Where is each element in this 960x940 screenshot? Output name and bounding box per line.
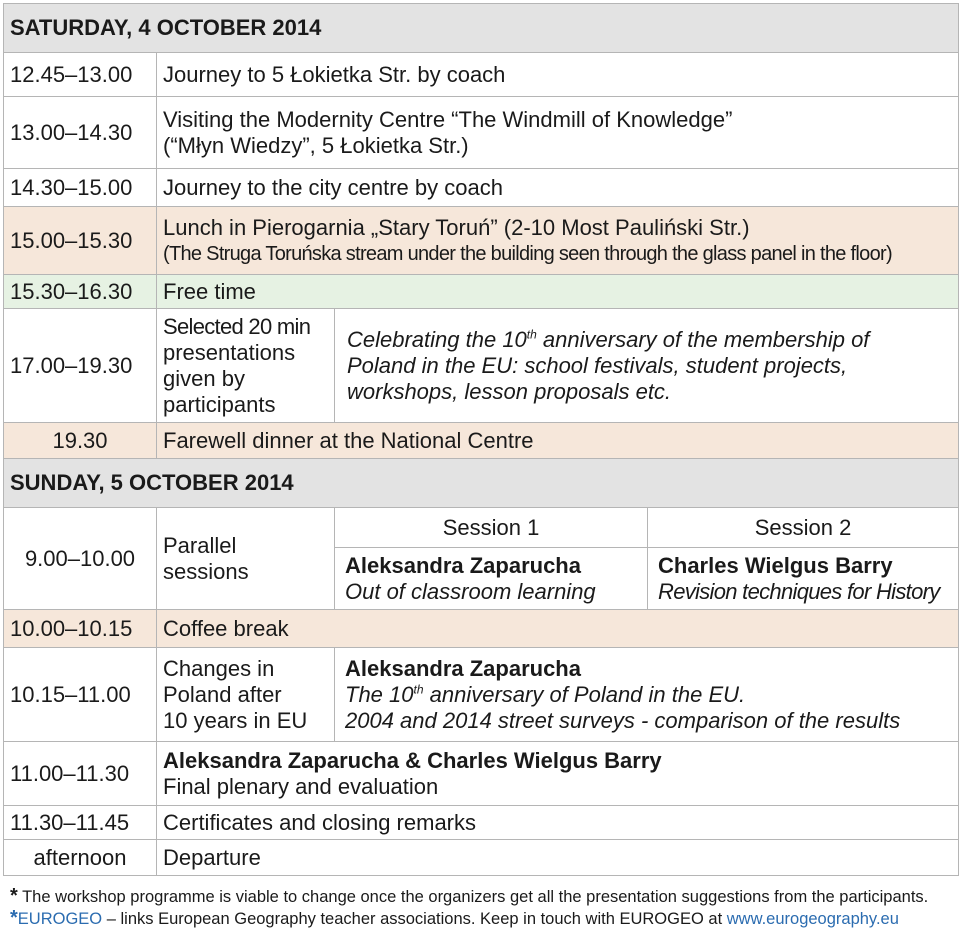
row-time: afternoon	[4, 840, 157, 876]
changes-details	[335, 648, 959, 742]
presentations-description	[335, 309, 959, 423]
saturday-heading-row	[4, 4, 959, 53]
row-time: 14.30–15.00	[4, 169, 157, 207]
schedule-row-presentations	[4, 309, 959, 423]
parallel-label	[157, 508, 335, 610]
plenary-speakers: Aleksandra Zaparucha & Charles Wielgus Barry	[163, 747, 662, 773]
session1-details	[335, 548, 648, 610]
row-text	[157, 207, 959, 275]
row-time: 10.15–11.00	[4, 648, 157, 742]
label-line: given by	[163, 365, 245, 391]
session2-details	[648, 548, 959, 610]
row-time: 12.45–13.00	[4, 53, 157, 97]
desc-line: Poland in the EU: school festivals, student projects,	[347, 352, 848, 378]
saturday-heading: SATURDAY, 4 OCTOBER 2014	[4, 4, 959, 53]
row-time: 19.30	[4, 423, 157, 459]
changes-label	[157, 648, 335, 742]
footnotes	[10, 886, 955, 930]
desc-line: workshops, lesson proposals etc.	[347, 378, 672, 404]
session1-topic: Out of classroom learning	[345, 578, 596, 604]
parallel-row-top	[4, 508, 959, 548]
presentations-label	[157, 309, 335, 423]
eurogeo-link[interactable]: www.eurogeography.eu	[726, 910, 899, 928]
row-time: 17.00–19.30	[4, 309, 157, 423]
label-line: Parallel	[163, 532, 237, 558]
footnote-eurogeo: *EUROGEO – links European Geography teacher associations. Keep in touch with EUROGEO at www.eurogeography.eu	[10, 907, 899, 929]
row-text: Certificates and closing remarks	[157, 806, 959, 840]
row-time: 10.00–10.15	[4, 610, 157, 648]
row-text: Coffee break	[157, 610, 959, 648]
changes-line: The 10th anniversary of Poland in the EU.	[345, 681, 746, 707]
schedule-row-free-time	[4, 275, 959, 309]
row-text-line: (“Młyn Wiedzy”, 5 Łokietka Str.)	[163, 132, 469, 158]
schedule-row	[4, 97, 959, 169]
sunday-heading: SUNDAY, 5 OCTOBER 2014	[4, 459, 959, 508]
label-line: Changes in	[163, 655, 275, 681]
row-time: 11.30–11.45	[4, 806, 157, 840]
row-time: 15.00–15.30	[4, 207, 157, 275]
schedule-row-dinner	[4, 423, 959, 459]
asterisk-icon: *	[10, 885, 18, 907]
eurogeo-label: EUROGEO	[17, 910, 103, 928]
schedule-row-changes	[4, 648, 959, 742]
row-text: Journey to the city centre by coach	[157, 169, 959, 207]
schedule-row-lunch	[4, 207, 959, 275]
programme-table	[3, 3, 959, 876]
row-text: Journey to 5 Łokietka Str. by coach	[157, 53, 959, 97]
schedule-row-plenary	[4, 742, 959, 806]
row-text-line: Lunch in Pierogarnia „Stary Toruń” (2-10 Most Pauliński Str.)	[163, 214, 750, 240]
desc-line: Celebrating the 10th anniversary of the membership of	[347, 326, 870, 352]
row-text-line: Visiting the Modernity Centre “The Windmill of Knowledge”	[163, 106, 733, 132]
row-time: 15.30–16.30	[4, 275, 157, 309]
label-line: participants	[163, 391, 276, 417]
schedule-row-coffee	[4, 610, 959, 648]
row-text: Departure	[157, 840, 959, 876]
label-line: Selected 20 min	[163, 313, 311, 339]
schedule-row-certificates	[4, 806, 959, 840]
row-time: 11.00–11.30	[4, 742, 157, 806]
session2-speaker: Charles Wielgus Barry	[658, 552, 893, 578]
row-text-line: (The Struga Toruńska stream under the building seen through the glass panel in the floor)	[163, 242, 892, 265]
label-line: presentations	[163, 339, 296, 365]
label-line: Poland after	[163, 681, 282, 707]
session1-title: Session 1	[335, 508, 648, 548]
plenary-text: Final plenary and evaluation	[163, 773, 439, 799]
changes-speaker: Aleksandra Zaparucha	[345, 655, 581, 681]
session2-title: Session 2	[648, 508, 959, 548]
schedule-row-departure	[4, 840, 959, 876]
sunday-heading-row	[4, 459, 959, 508]
asterisk-icon: *	[10, 907, 18, 929]
session2-topic: Revision techniques for History	[658, 578, 940, 604]
row-text: Free time	[157, 275, 959, 309]
row-time: 9.00–10.00	[4, 508, 157, 610]
footnote-programme: * The workshop programme is viable to change once the organizers get all the presentation suggestions from the participants.	[10, 885, 929, 907]
plenary-details	[157, 742, 959, 806]
session1-speaker: Aleksandra Zaparucha	[345, 552, 581, 578]
changes-line: 2004 and 2014 street surveys - comparison of the results	[345, 707, 901, 733]
label-line: sessions	[163, 558, 249, 584]
row-text	[157, 97, 959, 169]
schedule-row	[4, 53, 959, 97]
row-time: 13.00–14.30	[4, 97, 157, 169]
schedule-row	[4, 169, 959, 207]
label-line: 10 years in EU	[163, 707, 308, 733]
row-text: Farewell dinner at the National Centre	[157, 423, 959, 459]
